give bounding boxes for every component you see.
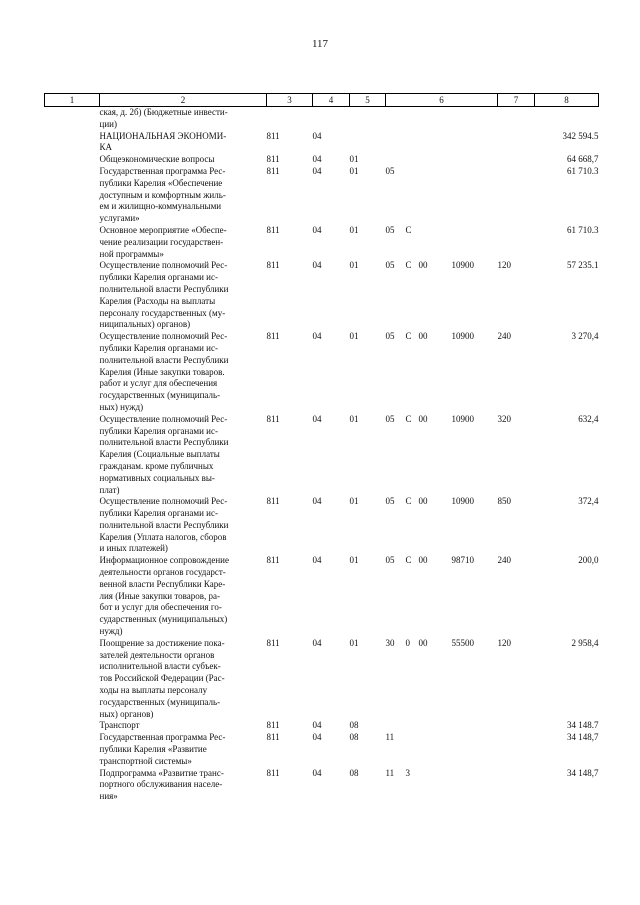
row-target-article <box>386 107 498 131</box>
table-row <box>45 638 599 721</box>
table-row <box>45 331 599 414</box>
target-article-part-4 <box>452 732 480 744</box>
row-amount: 61 710.3 <box>567 224 599 235</box>
row-subsection-code: 08 <box>349 720 359 731</box>
row-col-1-blank <box>45 154 100 166</box>
row-grbs-code <box>267 107 313 131</box>
row-col-1-blank <box>45 260 100 331</box>
table-row <box>45 720 599 732</box>
row-expense-type <box>498 768 535 803</box>
table-row <box>45 768 599 803</box>
row-grbs-code: 811 <box>266 496 280 507</box>
row-name: ская, д. 2б) (Бюджетные инвести- ции) <box>99 107 228 129</box>
row-section-code: 04 <box>312 767 322 778</box>
budget-table <box>44 93 599 803</box>
target-article-part-4 <box>452 166 480 178</box>
row-expense-type: 120 <box>497 637 511 648</box>
target-article-part-2 <box>406 732 419 744</box>
target-article-part-1: 05 <box>385 224 395 235</box>
row-target-article <box>386 555 498 638</box>
table-row <box>45 225 599 260</box>
row-expense-type: 320 <box>497 413 511 424</box>
target-article-part-1: 05 <box>385 165 395 176</box>
table-body <box>45 107 599 804</box>
row-section-code: 04 <box>312 732 322 743</box>
row-name: НАЦИОНАЛЬНАЯ ЭКОНОМИ- КА <box>99 130 227 153</box>
row-expense-type <box>498 225 535 260</box>
target-article-part-2: С <box>405 331 412 342</box>
row-col-1-blank <box>45 331 100 414</box>
row-expense-type <box>498 720 535 732</box>
row-subsection-code: 01 <box>349 496 359 507</box>
row-expense-type: 850 <box>497 496 511 507</box>
row-name: Осуществление полномочий Рес- публики Карелия органами ис- полнительной власти Республики Карелия (Иные закупки товаров. работ и услуг для обеспечения государственных (муниципаль- ных) нужд) <box>99 331 229 412</box>
target-article-part-1: 05 <box>385 260 395 271</box>
target-article-part-3 <box>419 768 452 780</box>
target-article-part-3 <box>419 732 452 744</box>
target-article-part-4: 10900 <box>451 331 474 342</box>
row-subsection-code: 01 <box>349 413 359 424</box>
table-row <box>45 414 599 497</box>
row-col-1-blank <box>45 131 100 155</box>
target-article-part-1: 05 <box>385 331 395 342</box>
row-section-code: 04 <box>312 720 322 731</box>
target-article-part-2: С <box>405 224 412 235</box>
row-grbs-code: 811 <box>266 260 280 271</box>
table-row <box>45 166 599 225</box>
row-grbs-code: 811 <box>266 720 280 731</box>
row-amount: 34 148.7 <box>567 720 599 731</box>
row-subsection-code: 01 <box>349 224 359 235</box>
row-amount: 342 594.5 <box>562 130 599 141</box>
header-col-5: 5 <box>350 94 386 107</box>
row-col-1-blank <box>45 107 100 131</box>
target-article-part-1: 05 <box>385 413 395 424</box>
row-grbs-code: 811 <box>266 555 280 566</box>
row-section-code: 04 <box>312 165 322 176</box>
table-row <box>45 260 599 331</box>
table-row <box>45 107 599 131</box>
target-article-part-2: С <box>405 496 412 507</box>
target-article-part-3: 00 <box>418 260 428 271</box>
row-target-article <box>386 166 498 225</box>
target-article-part-1: 05 <box>385 496 395 507</box>
target-article-part-3 <box>419 166 452 178</box>
row-section-code: 04 <box>312 637 322 648</box>
row-name: Поощрение за достижение пока- зателей деятельности органов исполнительной власти субъек- тов Российской Федерации (Рас- ходы на выплаты персоналу государственных (муниципаль- ных) органов) <box>99 637 225 719</box>
target-article-part-3: 00 <box>418 496 428 507</box>
row-grbs-code: 811 <box>266 130 280 141</box>
row-expense-type: 240 <box>497 555 511 566</box>
row-col-1-blank <box>45 555 100 638</box>
table-row <box>45 131 599 155</box>
row-section-code: 04 <box>312 331 322 342</box>
row-amount: 632,4 <box>578 413 599 424</box>
target-article-part-2 <box>406 166 419 178</box>
header-col-1: 1 <box>45 94 100 107</box>
row-target-article <box>386 638 498 721</box>
row-expense-type <box>498 732 535 767</box>
row-grbs-code: 811 <box>266 165 280 176</box>
target-article-part-4 <box>452 225 480 237</box>
row-target-article <box>386 732 498 767</box>
target-article-part-3: 00 <box>418 331 428 342</box>
row-subsection-code: 01 <box>349 154 359 165</box>
row-grbs-code: 811 <box>266 732 280 743</box>
row-section-code: 04 <box>312 224 322 235</box>
row-target-article <box>386 260 498 331</box>
row-amount: 3 270,4 <box>571 331 599 342</box>
row-subsection-code: 01 <box>349 555 359 566</box>
page-number: 117 <box>311 38 329 50</box>
row-grbs-code: 811 <box>266 224 280 235</box>
row-amount: 64 668,7 <box>567 154 599 165</box>
target-article-part-4: 55500 <box>451 637 474 648</box>
row-expense-type: 240 <box>497 331 511 342</box>
row-subsection-code <box>350 131 386 155</box>
row-name: Осуществление полномочий Рес- публики Карелия органами ис- полнительной власти Республики Карелия (Уплата налогов, сборов и иных платежей) <box>99 496 229 554</box>
row-subsection-code: 01 <box>349 637 359 648</box>
table-row <box>45 732 599 767</box>
header-col-3: 3 <box>267 94 313 107</box>
row-amount: 2 958,4 <box>571 637 599 648</box>
row-name: Государственная программа Рес- публики Карелия «Развитие транспортной системы» <box>99 732 226 766</box>
target-article-part-3 <box>419 225 452 237</box>
header-col-2: 2 <box>100 94 267 107</box>
row-subsection-code: 01 <box>349 331 359 342</box>
target-article-part-3: 00 <box>418 413 428 424</box>
row-subsection-code: 01 <box>349 165 359 176</box>
target-article-part-1: 11 <box>385 732 395 743</box>
row-amount: 61 710.3 <box>567 165 599 176</box>
row-target-article <box>386 225 498 260</box>
row-subsection-code <box>350 107 386 131</box>
row-col-1-blank <box>45 732 100 767</box>
table-row <box>45 154 599 166</box>
target-article-part-3: 00 <box>418 637 428 648</box>
row-target-article <box>386 768 498 803</box>
header-col-4: 4 <box>313 94 350 107</box>
header-col-8: 8 <box>535 94 599 107</box>
row-amount <box>535 107 599 131</box>
row-section-code: 04 <box>312 496 322 507</box>
header-col-6: 6 <box>386 94 498 107</box>
row-name: Подпрограмма «Развитие транс- портного обслуживания населе- ния» <box>99 767 224 802</box>
row-name: Информационное сопровождение деятельности органов государст- венной власти Республики Каре- лия (Иные закупки товаров, ра- бот и услуг для обеспечения го- сударственных (муниципальных) нужд) <box>99 555 229 637</box>
target-article-part-2: С <box>405 413 412 424</box>
row-col-1-blank <box>45 768 100 803</box>
row-expense-type: 120 <box>497 260 511 271</box>
row-expense-type <box>498 154 535 166</box>
row-target-article <box>386 331 498 414</box>
row-col-1-blank <box>45 414 100 497</box>
row-section-code: 04 <box>312 555 322 566</box>
row-section-code: 04 <box>312 154 322 165</box>
row-expense-type <box>498 107 535 131</box>
header-col-7: 7 <box>498 94 535 107</box>
row-grbs-code: 811 <box>266 413 280 424</box>
row-grbs-code: 811 <box>266 637 280 648</box>
row-grbs-code: 811 <box>266 767 280 778</box>
row-section-code: 04 <box>312 260 322 271</box>
row-subsection-code: 01 <box>349 260 359 271</box>
table-row <box>45 496 599 555</box>
target-article-part-2: С <box>405 260 412 271</box>
row-target-article <box>386 496 498 555</box>
row-col-1-blank <box>45 496 100 555</box>
table-header-row <box>45 94 599 107</box>
row-amount: 57 235.1 <box>567 260 599 271</box>
row-name: Транспорт <box>99 720 140 731</box>
row-name: Осуществление полномочий Рес- публики Карелия органами ис- полнительной власти Республики Карелия (Социальные выплаты гражданам. кроме публичных нормативных социальных вы- плат) <box>99 413 229 495</box>
row-section-code <box>313 107 350 131</box>
row-col-1-blank <box>45 720 100 732</box>
row-target-article <box>386 154 498 166</box>
table-row <box>45 555 599 638</box>
row-grbs-code: 811 <box>266 154 280 165</box>
row-col-1-blank <box>45 225 100 260</box>
row-expense-type <box>498 166 535 225</box>
target-article-part-3: 00 <box>418 555 428 566</box>
row-section-code: 04 <box>312 130 322 141</box>
row-amount: 372,4 <box>578 496 599 507</box>
row-name: Осуществление полномочий Рес- публики Карелия органами ис- полнительной власти Республики Карелия (Расходы на выплаты персоналу государственных (му- ниципальных) органов) <box>99 260 229 330</box>
target-article-part-4: 10900 <box>451 260 474 271</box>
row-section-code: 04 <box>312 413 322 424</box>
row-name: Основное мероприятие «Обеспе- чение реализации государствен- ной программы» <box>99 224 227 259</box>
row-grbs-code: 811 <box>266 331 280 342</box>
target-article-part-2: С <box>405 555 412 566</box>
target-article-part-1: 11 <box>385 767 395 778</box>
row-expense-type <box>498 131 535 155</box>
row-amount: 200,0 <box>578 555 599 566</box>
target-article-part-4: 10900 <box>451 413 474 424</box>
row-name: Государственная программа Рес- публики Карелия «Обеспечение доступным и комфортным жиль- ем и жилищно-коммунальными услугами» <box>99 165 226 224</box>
row-col-1-blank <box>45 638 100 721</box>
target-article-part-2: 0 <box>405 637 410 648</box>
target-article-part-2: 3 <box>405 767 410 778</box>
row-subsection-code: 08 <box>349 767 359 778</box>
target-article-part-4 <box>452 768 480 780</box>
row-target-article <box>386 131 498 155</box>
row-name: Общеэкономические вопросы <box>99 154 215 165</box>
row-amount: 34 148,7 <box>567 767 599 778</box>
target-article-part-4: 10900 <box>451 496 474 507</box>
row-col-1-blank <box>45 166 100 225</box>
row-amount: 34 148,7 <box>567 732 599 743</box>
row-subsection-code: 08 <box>349 732 359 743</box>
row-target-article <box>386 720 498 732</box>
target-article-part-1: 05 <box>385 555 395 566</box>
target-article-part-4: 98710 <box>451 555 474 566</box>
row-target-article <box>386 414 498 497</box>
target-article-part-1: 30 <box>385 637 395 648</box>
